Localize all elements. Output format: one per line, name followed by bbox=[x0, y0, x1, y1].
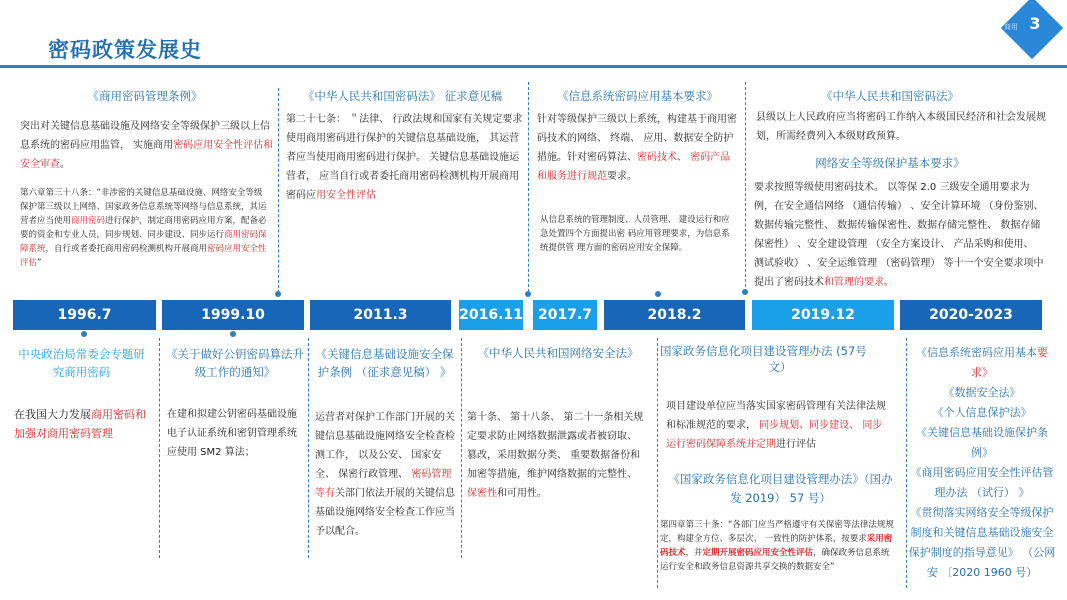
text-politburo-meeting: 在我国大力发展商用密码和加强对商用密码管理 bbox=[14, 408, 146, 440]
timeline-1999: 1999.10 bbox=[162, 300, 304, 330]
doc-cybersecurity-law: 《中华人民共和国网络安全法》 bbox=[477, 346, 639, 360]
text-crypto-law: 县级以上人民政府应当将密码工作纳入本级国民经济和社会发展规划，所需经费列入本级财政预算。 bbox=[756, 112, 1046, 142]
text-cybersecurity-law: 第十条、 第十八条、 第二十一条相关规定要求防止网络数据泄露或者被窃取、 篡改，采用数据分类、 重要数据备份和加密等措施，维护网络数据的完整性、 保密性和可用性。 bbox=[467, 412, 644, 499]
divider-bottom-2 bbox=[308, 338, 309, 558]
text-public-key-upgrade: 在建和拟建公钥密码基础设施电子认证系统和密钥管理系统应使用 SM2 算法； bbox=[167, 409, 297, 458]
timeline-2016: 2016.11 bbox=[459, 300, 523, 330]
text-cii-protection-draft: 运营者对保护工作部门开展的关键信息基础设施网络安全检查检测工作， 以及公安、 国家安全、 保密行政管理、 密码管理等有关部门依法开展的关键信息基础设施网络安全检查工作应当予以配合。 bbox=[315, 412, 455, 537]
doc-crypto-law-draft: 《中华人民共和国密码法》 征求意见稿 bbox=[302, 89, 503, 103]
doc-list-2020-2023: 《信息系统密码应用基本要求》 《数据安全法》 《个人信息保护法》 《关键信息基础设施保护条例》 《商用密码应用安全性评估管理办法 （试行） 》 《贯彻落实网络安全等级保护制度和关键信息基础设施安全保护制度的指导意见》 （公网安 〔2020 1960 号） bbox=[908, 346, 1056, 579]
doc-public-key-upgrade: 《关于做好公钥密码算法升级工作的通知》 bbox=[166, 347, 304, 379]
divider-bottom-5 bbox=[906, 338, 907, 588]
doc-commercial-crypto-regulation: 《商用密码管理条例》 bbox=[87, 89, 203, 103]
timeline-2019: 2019.12 bbox=[752, 300, 894, 330]
timeline-2018: 2018.2 bbox=[604, 300, 745, 330]
divider-top-1 bbox=[278, 88, 279, 293]
timeline-dot-2 bbox=[525, 291, 531, 297]
doc-crypto-law: 《中华人民共和国密码法》 bbox=[821, 89, 959, 103]
text-crypto-management-req: 从信息系统的管理制度、人员管理、 建设运行和应急处置四个方面提出密 码应用管理要求，为信息系统提供管 理方面的密码应用安全保障。 bbox=[540, 215, 730, 253]
divider-bottom-1 bbox=[159, 338, 160, 558]
text-crypto-law-draft: 第二十七条： ＂法律、 行政法规和国家有关规定要求使用商用密码进行保护的关键信息基础设施， 其运营者应当使用商用密码进行保护。 关键信息基础设施运营者， 应当自行或者委托商用密码检测机构开展商用密码应用安全性评估 bbox=[286, 114, 523, 201]
divider-top-3 bbox=[745, 82, 746, 292]
page-number: 3 bbox=[1029, 14, 1041, 33]
doc-egov-project-measures: 国家政务信息化项目建设管理办法 (57号 文） bbox=[660, 344, 867, 374]
timeline-2020: 2020-2023 bbox=[900, 300, 1042, 330]
timeline-dot-5 bbox=[81, 331, 87, 337]
timeline-dot-4 bbox=[655, 291, 661, 297]
doc-egov-project-measures-2019: 《国家政务信息化项目建设管理办法》（国办发 2019） 57 号） bbox=[668, 472, 893, 505]
timeline-dot-3 bbox=[742, 289, 748, 295]
doc-cii-protection-draft: 《关键信息基础设施安全保护条例 （征求意见稿） 》 bbox=[315, 347, 454, 379]
timeline-dot-1 bbox=[275, 291, 281, 297]
text-article-38: 第六章第三十八条：“非涉密的关键信息基础设施、网络安全等级保护第三级以上网络、国家政务信息系统等网络与信息系统，其运营者应当使用商用密码进行保护，制定商用密码应用方案，配备必要的资金和专业人员，同步规划、同步建设、同步运行商用密码保障系统，自行或者委托商用密码检测机构开展商用密码应用安全性评估” bbox=[20, 188, 267, 268]
badge-subtext: 商用 bbox=[1004, 23, 1018, 31]
divider-bottom-4 bbox=[657, 338, 658, 588]
text-commercial-crypto-regulation: 突出对关键信息基础设施及网络安全等级保护三级以上信息系统的密码应用监管， 实施商用密码应用安全性评估和安全审查。 bbox=[20, 121, 274, 170]
doc-info-system-crypto-req: 《信息系统密码应用基本要求》 bbox=[557, 89, 718, 103]
title-underline bbox=[0, 65, 1067, 68]
divider-bottom-3 bbox=[461, 338, 462, 558]
timeline-dot-6 bbox=[230, 331, 236, 337]
text-classified-protection-req: 要求按照等级使用密码技术。 以等保 2.0 三级安全通用要求为例，在安全通信网络 （通信传输） 、安全计算环境 （身份鉴别、数据传输完整性、 数据传输保密性、数据存储完整性、 数据存储保密性） 、安全建设管理 （安全方案设计、 产品采购和使用、 测试验收） 、安全运维管理 （密码管理） 等十一个安全要求项中提出了密码技术和管理的要求。 bbox=[754, 182, 1044, 288]
divider-top-2 bbox=[528, 82, 529, 292]
doc-politburo-meeting: 中央政治局常委会专题研究商用密码 bbox=[18, 347, 145, 379]
page-title: 密码政策发展史 bbox=[48, 38, 202, 62]
timeline-2011: 2011.3 bbox=[310, 300, 451, 330]
timeline-1996: 1996.7 bbox=[13, 300, 156, 330]
text-egov-project-measures: 项目建设单位应当落实国家密码管理有关法律法规和标准规范的要求， 同步规划、同步建设、 同步运行密码保障系统并定期进行评估 bbox=[666, 401, 886, 450]
timeline-2017: 2017.7 bbox=[533, 300, 597, 330]
text-article-30: 第四章第三十条：“各部门应当严格遵守有关保密等法律法规规定，构建全方位、多层次、 一致性的防护体系，按要求采用密码技术，并定期开展密码应用安全性评估，确保政务信息系统运行安全和政务信息资源共享交换的数据安全” bbox=[660, 520, 894, 572]
text-info-system-crypto-req: 针对等级保护三级以上系统，构建基于商用密码技术的网络、 终端、 应用、数据安全防护措施。针对密码算法、密码技术、 密码产品和服务进行规范要求。 bbox=[537, 114, 737, 182]
doc-classified-protection-req: 网络安全等级保护基本要求》 bbox=[815, 156, 965, 170]
